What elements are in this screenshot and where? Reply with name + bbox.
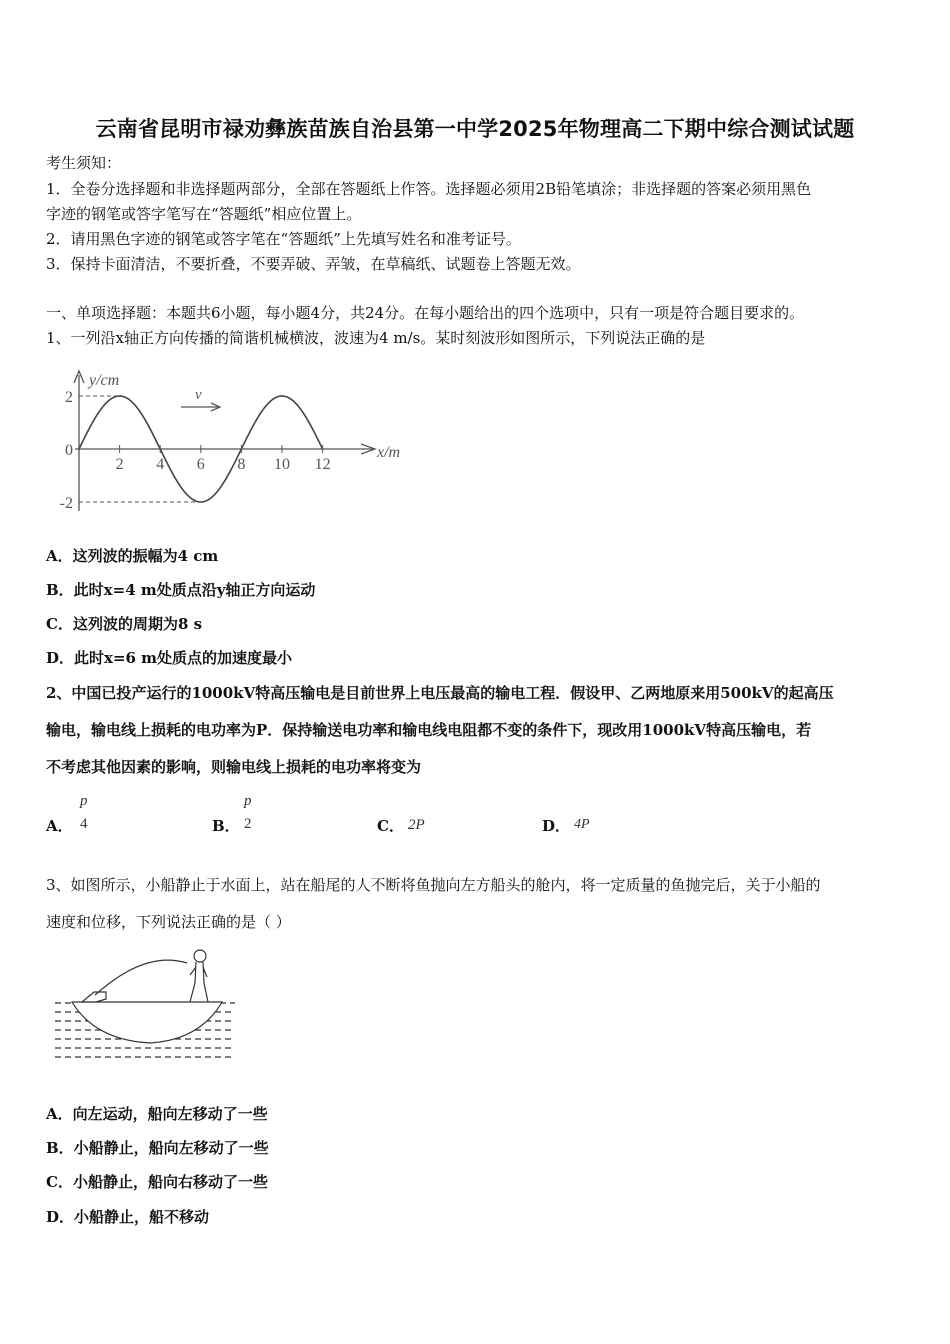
page-title: 云南省昆明市禄劝彝族苗族自治县第一中学2025年物理高二下期中综合测试试题 [95,117,855,141]
y-axis-label: y/cm [89,372,120,389]
x-axis-label: x/m [377,444,401,461]
q2-option-d-value: 4P [574,817,590,832]
velocity-label: v [195,387,202,403]
q2-option-c-label[interactable]: C． [377,817,404,835]
notice-line-1b: 字迹的钢笔或答字笔写在“答题纸”相应位置上。 [46,205,362,223]
q2-option-b-numerator: p [244,793,252,809]
person-head [194,950,206,962]
notice-line-1a: 1．全卷分选择题和非选择题两部分，全部在答题纸上作答。选择题必须用2B铅笔填涂；非选择题的答案必须用黑色 [46,180,812,198]
q2-stem-line-3: 不考虑其他因素的影响，则输电线上损耗的电功率将变为 [46,758,422,776]
q3-option-a[interactable]: A．向左运动，船向左移动了一些 [46,1105,268,1123]
q3-option-c[interactable]: C．小船静止，船向右移动了一些 [46,1173,268,1191]
q3-stem-line-1: 3、如图所示，小船静止于水面上，站在船尾的人不断将鱼抛向左方船头的舱内，将一定质量的鱼抛完后，关于小船的 [46,876,821,894]
section-heading: 一、单项选择题：本题共6小题，每小题4分，共24分。在每小题给出的四个选项中，只有一项是符合题目要求的。 [46,304,805,322]
q1-option-d[interactable]: D．此时x=6 m处质点的加速度最小 [46,649,293,667]
boat-cabin [82,992,106,1002]
q2-option-c-value: 2P [408,817,425,833]
q1-stem: 1、一列沿x轴正方向传播的简谐机械横波，波速为4 m/s。某时刻波形如图所示，下列说法正确的是 [46,329,706,347]
person-body [190,962,208,1002]
q2-option-a-label[interactable]: A． [46,817,73,835]
q1-option-c[interactable]: C．这列波的周期为8 s [46,615,203,633]
wave-chart [55,365,420,520]
x-tick-label-4: 4 [156,456,165,473]
q2-option-b-label[interactable]: B． [212,817,240,835]
x-tick-label-2: 2 [115,456,124,473]
y-tick-label-0: 0 [65,442,73,459]
notice-heading: 考生须知： [46,154,122,172]
fish-trajectory [95,960,187,995]
x-tick-label-6: 6 [196,456,205,473]
notice-line-3: 3．保持卡面清洁，不要折叠，不要弄破、弄皱，在草稿纸、试题卷上答题无效。 [46,255,581,273]
q1-option-a[interactable]: A．这列波的振幅为4 cm [46,547,219,565]
q2-option-d-label[interactable]: D． [542,817,571,835]
boat-hull [72,1002,222,1043]
q3-option-b[interactable]: B．小船静止，船向左移动了一些 [46,1139,269,1157]
boat-figure [50,945,240,1070]
q2-stem-line-2: 输电，输电线上损耗的电功率为P．保持输送电功率和输电线电阻都不变的条件下，现改用1000kV特高压输电，若 [46,721,812,739]
q1-option-b[interactable]: B．此时x=4 m处质点沿y轴正方向运动 [46,581,316,599]
y-tick-label--2: -2 [59,495,73,512]
notice-line-2: 2．请用黑色字迹的钢笔或答字笔在“答题纸”上先填写姓名和准考证号。 [46,230,521,248]
q2-option-a-denominator: 4 [80,816,88,832]
x-tick-label-8: 8 [237,456,246,473]
x-tick-label-12: 12 [314,456,331,473]
q2-option-a-numerator: p [80,793,88,809]
x-tick-label-10: 10 [274,456,290,473]
q3-stem-line-2: 速度和位移，下列说法正确的是（ ） [46,913,291,931]
y-tick-label-2: 2 [65,389,73,406]
q2-option-b-denominator: 2 [244,816,252,832]
q3-option-d[interactable]: D．小船静止，船不移动 [46,1208,210,1226]
q2-stem-line-1: 2、中国已投产运行的1000kV特高压输电是目前世界上电压最高的输电工程．假设甲、乙两地原来用500kV的起高压 [46,684,834,702]
